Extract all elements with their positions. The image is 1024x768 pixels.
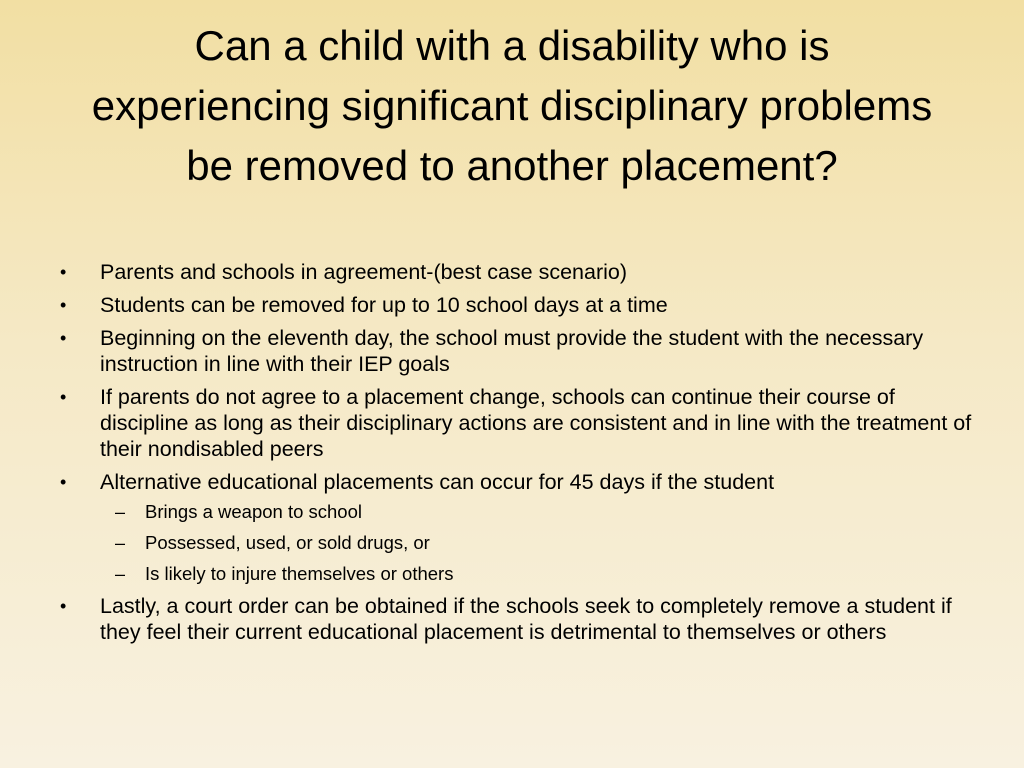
bullet-marker: • [60,262,67,282]
bullet-item [56,292,972,318]
slide-title: Can a child with a disability who is experiencing significant disciplinary problems be removed to another placement? [91,22,933,189]
sub-bullet-item [100,562,972,586]
bullet-text: Beginning on the eleventh day, the school must provide the student with the necessary instruction in line with their IEP goals [100,326,924,376]
bullet-list [56,259,972,652]
bullet-marker: • [60,387,67,407]
bullet-marker: • [60,472,67,492]
sub-bullet-item [100,500,972,524]
bullet-item [56,593,972,645]
sub-bullet-text: Is likely to injure themselves or others [145,563,454,584]
sub-bullet-text: Possessed, used, or sold drugs, or [145,532,430,553]
bullet-text: Students can be removed for up to 10 school days at a time [100,293,668,317]
bullet-item [56,469,972,586]
sub-bullet-item [100,531,972,555]
sub-bullet-marker: – [115,564,126,584]
bullet-text: Lastly, a court order can be obtained if the schools seek to completely remove a student if they feel their current educational placement is detrimental to themselves or others [100,594,952,644]
bullet-item [56,384,972,462]
sub-bullet-list [100,500,972,586]
bullet-text: Alternative educational placements can occur for 45 days if the student [100,470,775,494]
bullet-marker: • [60,596,67,616]
bullet-text: Parents and schools in agreement-(best case scenario) [100,260,628,284]
sub-bullet-text: Brings a weapon to school [145,501,362,522]
bullet-marker: • [60,328,67,348]
sub-bullet-marker: – [115,533,126,553]
sub-bullet-marker: – [115,502,126,522]
bullet-item [56,325,972,377]
bullet-text: If parents do not agree to a placement change, schools can continue their course of discipline as long as their disciplinary actions are consistent and in line with the treatment of their nondisabled peers [100,385,972,461]
bullet-marker: • [60,295,67,315]
bullet-item [56,259,972,285]
